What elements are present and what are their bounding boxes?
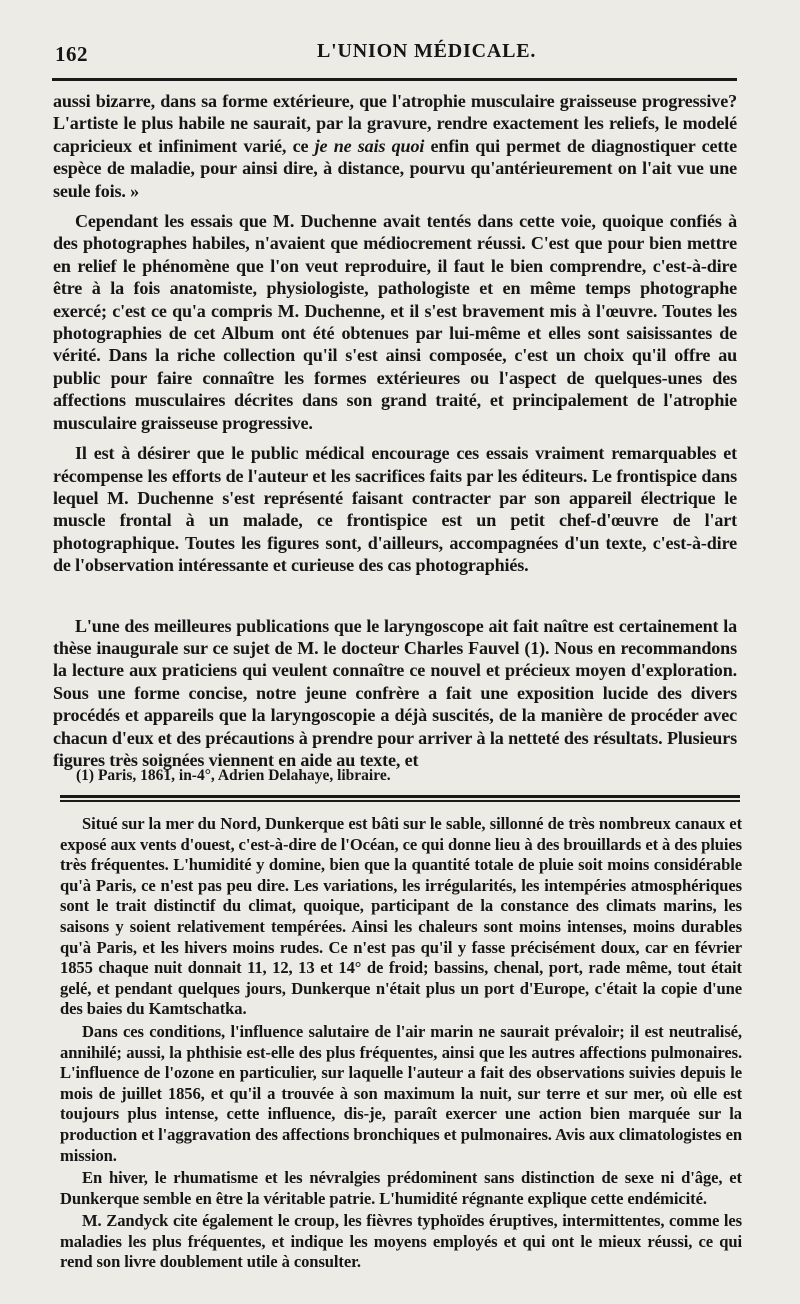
- paragraph-1-text: aussi bizarre, dans sa forme extérieure, que l'atrophie musculaire graisseuse progressive? L'artiste le plus habile ne saurait, par la gravure, rendre exactement les reliefs, le modelé capricieux et infiniment varié, ce: [53, 91, 737, 156]
- review-paragraph-2: Dans ces conditions, l'influence salutaire de l'air marin ne saurait prévaloir; il est neutralisé, annihilé; aussi, la phthisie est-elle des plus fréquentes, ainsi que les autres affections pulmonaires. L'influence de l'ozone en particulier, sur laquelle l'auteur a fait des observations suivies depuis le mois de juillet 1856, et qu'il a trouvée à son maximum la nuit, sur terre et sur mer, où elle est toujours plus intense, cette influence, dis-je, paraît exercer une action bien marquée sur la production et l'aggravation des affections bronchiques et pulmonaires. Avis aux climatologistes en mission.: [60, 1021, 742, 1165]
- header-rule: [52, 78, 737, 81]
- review-paragraph-4: M. Zandyck cite également le croup, les fièvres typhoïdes éruptives, intermittentes, comme les maladies les plus fréquentes, et indique les moyens employés et qui ont le mieux réussi, ce qui rend son livre doublement utile à consulter.: [60, 1211, 742, 1272]
- paragraph-1: [53, 90, 737, 202]
- page-number: 162: [55, 42, 88, 66]
- review-paragraph-1: Situé sur la mer du Nord, Dunkerque est bâti sur le sable, sillonné de très nombreux canaux et exposé aux vents d'ouest, c'est-à-dire de l'Océan, ce qui donne lieu à des brouillards et à des pluies très fréquentes. L'humidité y domine, bien que la quantité totale de pluie soit moins considérable qu'à Paris, ce n'est pas peu dire. Les variations, les irrégularités, les intempéries atmosphériques sont le trait distinctif du climat, quoique, participant de la constance des climats marins, les saisons y soient relativement tempérées. Ainsi les chaleurs sont moins intenses, moins durables qu'à Paris, et les hivers moins rudes. Ce n'est pas qu'il y fasse précisément doux, car en février 1855 chaque nuit donnait 11, 12, 13 et 14° de froid; bassins, chenal, port, rade même, tout était gelé, et pendant quelques jours, Dunkerque n'était plus un port d'Europe, c'était la copie d'une des baies du Kamtschatka.: [60, 814, 743, 1019]
- paragraph-3: Il est à désirer que le public médical encourage ces essais vraiment remarquables et récompense les efforts de l'auteur et les sacrifices faits par les éditeurs. Le frontispice dans lequel M. Duchenne s'est représenté faisant contracter par son appareil électrique le muscle frontal à un malade, ce frontispice est un petit chef-d'œuvre de l'art photographique. Toutes les figures sont, d'ailleurs, accompagnées d'un texte, c'est-à-dire de l'observation intéressante et curieuse des cas photographiés.: [53, 443, 737, 576]
- paragraph-1-end: enfin qui permet de diagnostiquer cette espèce de maladie, pour ainsi dire, à distance, pourvu qu'antérieurement on l'ait vue une seule fois. »: [53, 135, 738, 201]
- review-paragraph-3: En hiver, le rhumatisme et les névralgies prédominent sans distinction de sexe ni d'âge, et Dunkerque semble en être la véritable patrie. L'humidité régnante explique cette endémicité.: [60, 1168, 742, 1208]
- main-text: [53, 90, 737, 771]
- double-rule: [60, 795, 740, 802]
- paragraph-2: Cependant les essais que M. Duchenne avait tentés dans cette voie, quoique confiés à des photographes habiles, n'avaient que médiocrement réussi. C'est que pour bien mettre en relief le phénomène que l'on veut reproduire, il faut le bien comprendre, c'est-à-dire être à la fois anatomiste, physiologiste, pathologiste et en même temps photographe exercé; c'est ce qu'a compris M. Duchenne, et il s'est bravement mis à l'œuvre. Toutes les photographies de cet Album ont été obtenues par lui-même et elles sont saisissantes de vérité. Dans la riche collection qu'il s'est ainsi composée, c'est un choix qu'il offre au public pour faire connaître les formes extérieures ou l'aspect de quelques-unes des affections musculaires décrites dans son grand traité, et principalement de l'atrophie musculaire graisseuse progressive.: [53, 211, 737, 433]
- page-header: [55, 36, 735, 76]
- running-title: L'UNION MÉDICALE.: [317, 40, 537, 62]
- paragraph-4: L'une des meilleures publications que le laryngoscope ait fait naître est certainement la thèse inaugurale sur ce sujet de M. le docteur Charles Fauvel (1). Nous en recommandons la lecture aux praticiens qui veulent connaître ce nouvel et précieux moyen d'exploration. Sous une forme concise, notre jeune confrère a fait une exposition lucide des divers procédés et appareils que la laryngoscopie a déjà suscités, de la manière de procéder avec chacun d'eux et des précautions à prendre pour arriver à la netteté des résultats. Plusieurs figures très soignées viennent en aide au texte, et: [53, 615, 737, 770]
- footnote: (1) Paris, 1861, in-4°, Adrien Delahaye, libraire.: [76, 767, 391, 784]
- review-text: [60, 814, 742, 1273]
- paragraph-1-italic: je ne sais quoi: [314, 135, 425, 156]
